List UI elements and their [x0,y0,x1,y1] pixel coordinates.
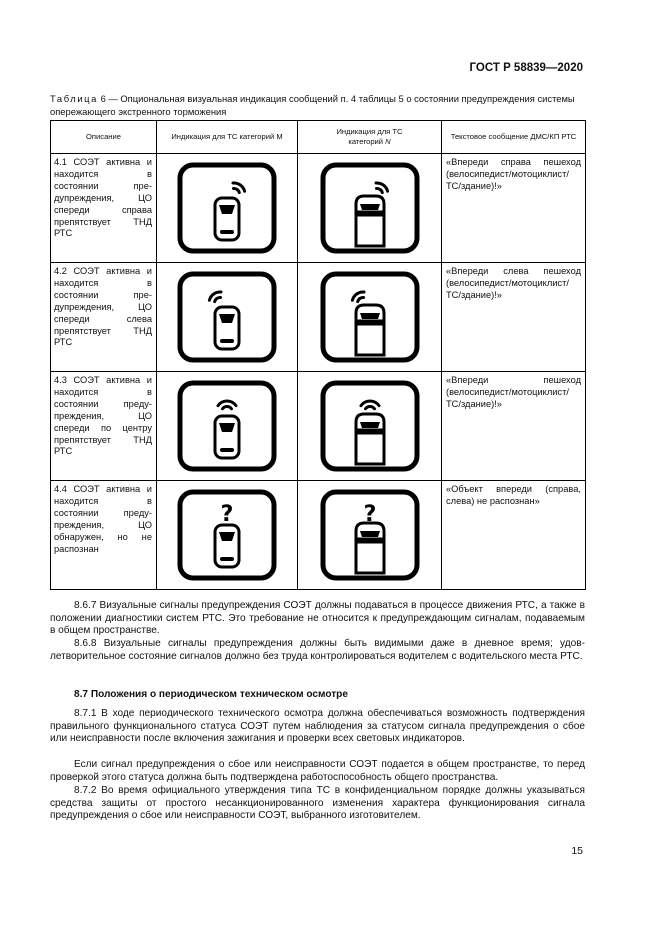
row-indication-m [157,154,298,263]
truck-top-view-icon [356,414,384,464]
indication-m-icon [177,162,277,254]
section-heading-8-7: 8.7 Положения о периодическом техническом осмотре [74,689,348,700]
truck-top-view-icon [356,523,384,573]
paragraph-8-7-1b-text: Если сигнал предупреждения о сбое или неисправности СОЭТ подается в общем пространстве, то перед проверкой этого статуса должна быть подтверждена работоспособность общего пространства. [50,759,585,783]
row-message: «Впереди пешеход (велосипедист/мотоциклист/ТС/здание)!» [442,372,586,481]
paragraph-8-7-1 [50,708,585,746]
truck-top-view-icon [356,196,384,246]
row-message: «Объект впереди (справа, слева) не распознан» [442,481,586,590]
row-indication-n [298,263,442,372]
car-top-view-icon [215,307,239,349]
indication-m-icon [177,380,277,472]
question-mark-icon: ? [220,502,234,527]
header-indication-n-cat: категорий [348,137,384,146]
paragraph-8-6-7-text: 8.6.7 Визуальные сигналы предупреждения СОЭТ должны подаваться в процессе движения РТС, а также в положении диагностики систем РТС. Это требование не относится к предупреждающим сигналам, подаваемым в общем пространстве. [50,600,585,637]
warning-waves-icon [376,183,388,193]
warning-waves-icon [218,401,236,409]
row-indication-m [157,372,298,481]
paragraph-8-6-8 [50,638,585,663]
header-indication-m: Индикация для ТС категорий М [157,121,298,154]
row-message: «Впереди слева пешеход (велосипедист/мотоциклист/ТС/здание)!» [442,263,586,372]
row-indication-m [157,263,298,372]
row-description: 4.3 СОЭТ активна и находится в состоянии предупреждения, ЦО спереди по центру препятствует ТНД РТС [51,372,157,481]
warning-waves-icon [361,401,379,409]
caption-text: — Опциональная визуальная индикация сообщений п. 4 таблицы 5 о состоянии предупреждения системы опережающего экстренного торможения [50,93,575,117]
paragraph-8-7-2 [50,785,585,823]
table-header-row [51,121,586,154]
car-top-view-icon [215,525,239,567]
truck-top-view-icon [356,305,384,355]
paragraph-8-7-2-text: 8.7.2 Во время официального утверждения типа ТС в конфиденциальном порядке должны указываться средства защиты от простого несанкционированного изменения характера функционирования сигнала предупреждения о сбое или неисправности СОЭТ, выбранного изготовителем. [50,785,585,822]
row-indication-n [298,372,442,481]
standard-code: ГОСТ Р 58839—2020 [469,62,583,74]
paragraph-8-7-1b [50,759,585,784]
table-row [51,372,586,481]
indication-n-icon [320,162,420,254]
warning-waves-icon [209,292,221,302]
car-top-view-icon [215,198,239,240]
paragraph-8-6-7 [50,600,585,638]
question-mark-icon: ? [363,502,376,527]
indication-table [50,120,586,590]
row-indication-n [298,154,442,263]
paragraph-8-6-8-text: 8.6.8 Визуальные сигналы предупреждения должны быть видимыми даже в дневное время; удовлетворительное состояние сигналов должно без труда контролироваться водителем с водительского места РТС. [50,638,585,662]
header-indication-n-pre: Индикация для ТС [336,127,403,136]
header-indication-n-letter: N [385,137,391,146]
car-top-view-icon [215,416,239,458]
header-message: Текстовое сообщение ДМС/КП РТС [442,121,586,154]
table-row [51,154,586,263]
header-indication-n [298,121,442,154]
row-message: «Впереди справа пешеход (велосипедист/мотоциклист/ТС/здание)!» [442,154,586,263]
caption-number: 6 [100,93,106,104]
caption-label: Таблица [50,93,98,104]
paragraph-8-7-1-text: 8.7.1 В ходе периодического технического осмотра должна обеспечиваться возможность подтверждения правильного функционального статуса СОЭТ путем наблюдения за статусом сигнала предупреждения о сбое или неисправности после включения зажигания и проверки всех световых индикаторов. [50,708,585,745]
table-caption [50,93,585,118]
row-description: 4.1 СОЭТ активна и находится в состоянии предупреждения, ЦО спереди справа препятствует ТНД РТС [51,154,157,263]
row-indication-m [157,481,298,590]
indication-m-icon [177,271,277,363]
indication-n-icon [320,489,420,581]
indication-m-icon [177,489,277,581]
table-row [51,263,586,372]
header-description: Описание [51,121,157,154]
page-number: 15 [571,845,583,857]
row-description: 4.4 СОЭТ активна и находится в состоянии предупреждения, ЦО обнаружен, но не распознан [51,481,157,590]
warning-waves-icon [352,292,364,302]
row-indication-n [298,481,442,590]
table-row [51,481,586,590]
warning-waves-icon [233,183,245,193]
indication-n-icon [320,271,420,363]
indication-n-icon [320,380,420,472]
row-description: 4.2 СОЭТ активна и находится в состоянии предупреждения, ЦО спереди слева препятствует ТНД РТС [51,263,157,372]
